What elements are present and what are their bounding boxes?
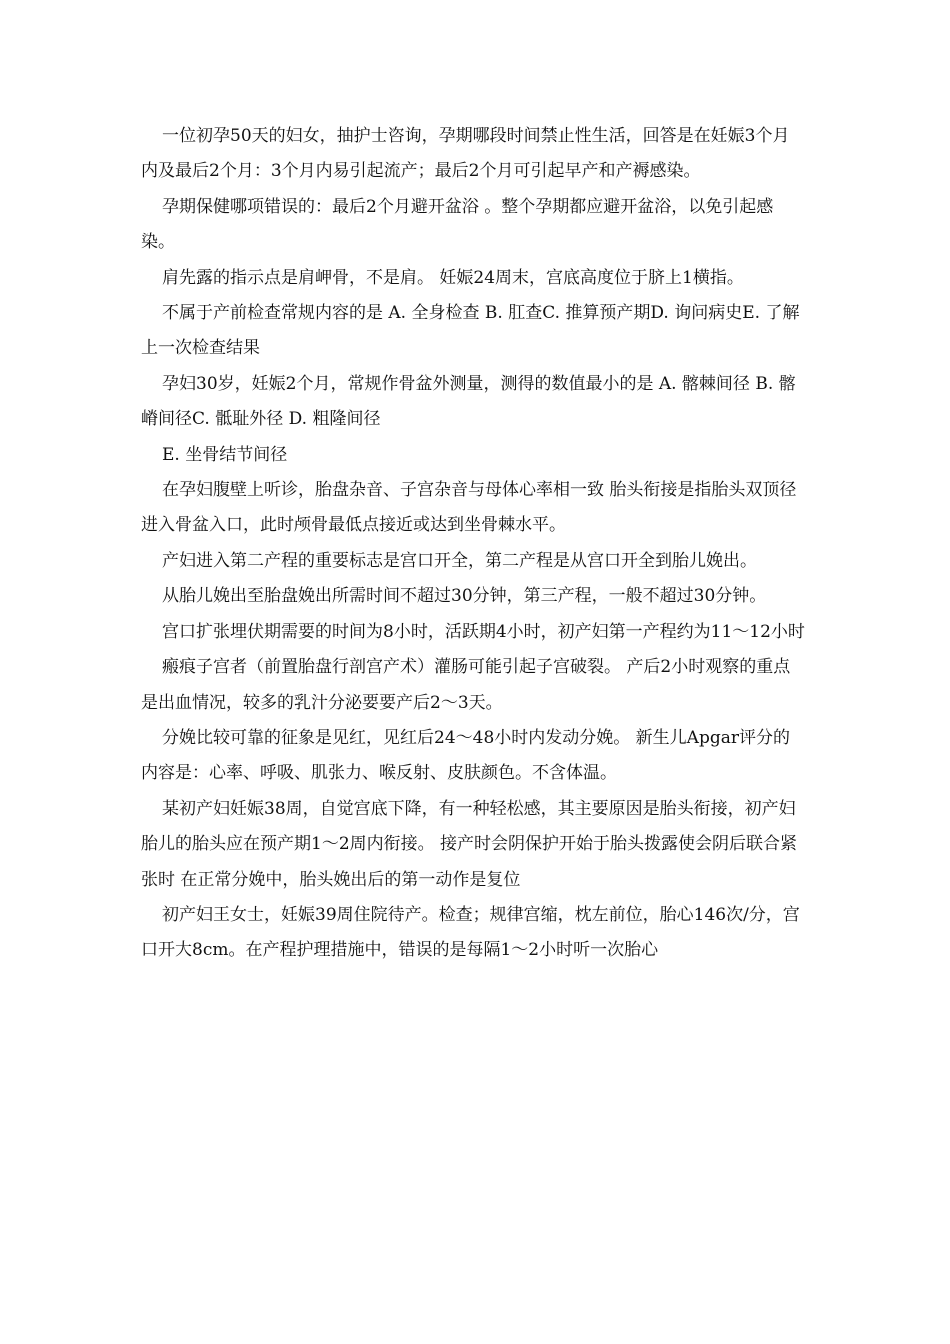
- paragraph: E. 坐骨结节间径: [162, 444, 288, 465]
- paragraph: 在孕妇腹壁上听诊，胎盘杂音、子宫杂音与母体心率相一致 胎头衔接是指胎头双顶径进入骨盆入口，此时颅骨最低点接近或达到坐骨棘水平。: [141, 480, 797, 536]
- paragraph: 某初产妇妊娠38周，自觉宫底下降，有一种轻松感，其主要原因是胎头衔接，初产妇胎儿的胎头应在预产期1～2周内衔接。 接产时会阴保护开始于胎头拨露使会阴后联合紧张时 在正常分娩中，胎头娩出后的第一动作是复位: [141, 798, 798, 890]
- paragraph: 宫口扩张埋伏期需要的时间为8小时，活跃期4小时，初产妇第一产程约为11～12小时: [162, 621, 805, 642]
- paragraph: 孕期保健哪项错误的：最后2个月避开盆浴 。整个孕期都应避开盆浴，以免引起感染。: [141, 196, 774, 253]
- paragraph: 一位初孕50天的妇女，抽护士咨询，孕期哪段时间禁止性生活，回答是在妊娠3个月内及最后2个月：3个月内易引起流产；最后2个月可引起早产和产褥感染。: [141, 126, 790, 182]
- paragraph: 瘢痕子宫者（前置胎盘行剖宫产术）灌肠可能引起子宫破裂。 产后2小时观察的重点是出血情况，较多的乳汁分泌要要产后2～3天。: [141, 657, 791, 713]
- paragraph: 肩先露的指示点是肩岬骨，不是肩。 妊娠24周末，宫底高度位于脐上1横指。: [162, 267, 744, 288]
- paragraph: 产妇进入第二产程的重要标志是宫口开全，第二产程是从宫口开全到胎儿娩出。: [162, 550, 757, 571]
- paragraph: 分娩比较可靠的征象是见红，见红后24～48小时内发动分娩。 新生儿Apgar评分的内容是：心率、呼吸、肌张力、喉反射、皮肤颜色。不含体温。: [141, 727, 790, 784]
- paragraph: 初产妇王女士，妊娠39周住院待产。检查；规律宫缩，枕左前位，胎心146次/分，宫口开大8cm。在产程护理措施中，错误的是每隔1～2小时听一次胎心: [141, 904, 800, 961]
- paragraph: 不属于产前检查常规内容的是 A. 全身检查 B. 肛查C. 推算预产期D. 询问病史E. 了解上一次检查结果: [141, 303, 800, 359]
- paragraph: 孕妇30岁，妊娠2个月，常规作骨盆外测量，测得的数值最小的是 A. 髂棘间径 B. 髂嵴间径C. 骶耻外径 D. 粗隆间径: [141, 373, 796, 430]
- paragraph: 从胎儿娩出至胎盘娩出所需时间不超过30分钟，第三产程，一般不超过30分钟。: [162, 586, 767, 607]
- document-body: [141, 119, 806, 969]
